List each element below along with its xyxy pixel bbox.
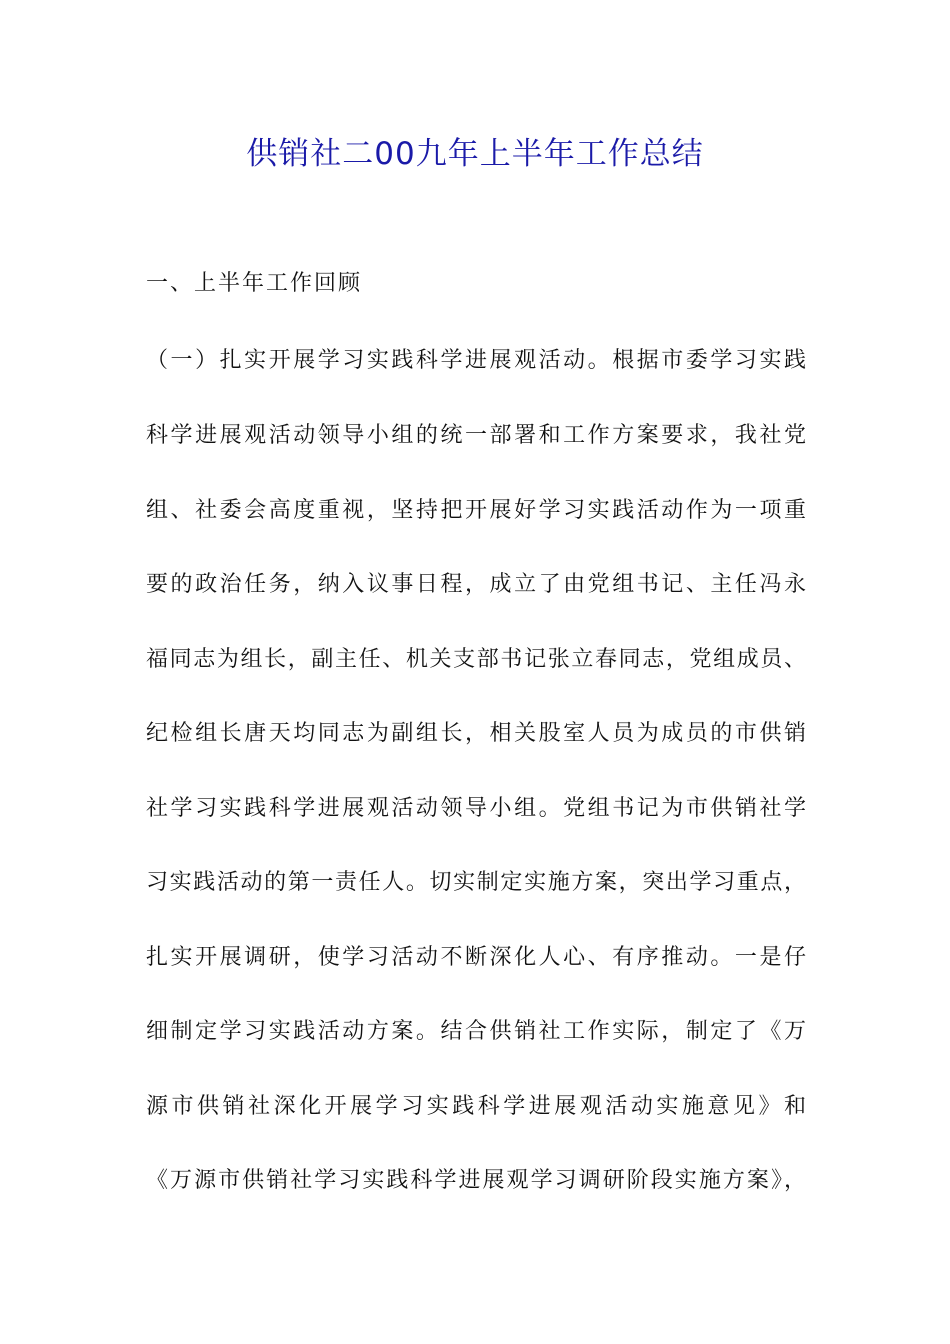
paragraph-line: （一）扎实开展学习实践科学进展观活动。根据市委学习实践 <box>146 348 806 373</box>
paragraph-line: 习实践活动的第一责任人。切实制定实施方案，突出学习重点， <box>146 870 806 895</box>
paragraph-line: 纪检组长唐天均同志为副组长，相关股室人员为成员的市供销 <box>146 721 806 746</box>
paragraph-line: 社学习实践科学进展观活动领导小组。党组书记为市供销社学 <box>146 796 806 821</box>
paragraph-line: 《万源市供销社学习实践科学进展观学习调研阶段实施方案》， <box>146 1168 806 1193</box>
section-heading: 一、上半年工作回顾 <box>146 271 363 296</box>
paragraph-line: 福同志为组长，副主任、机关支部书记张立春同志，党组成员、 <box>146 647 806 672</box>
document-title: 供销社二00九年上半年工作总结 <box>246 136 704 172</box>
paragraph-line: 要的政治任务，纳入议事日程，成立了由党组书记、主任冯永 <box>146 572 806 597</box>
paragraph-line: 科学进展观活动领导小组的统一部署和工作方案要求，我社党 <box>146 423 806 448</box>
paragraph-line: 组、社委会高度重视，坚持把开展好学习实践活动作为一项重 <box>146 498 806 523</box>
paragraph-line: 源市供销社深化开展学习实践科学进展观活动实施意见》和 <box>146 1094 806 1119</box>
paragraph-line: 扎实开展调研，使学习活动不断深化人心、有序推动。一是仔 <box>146 945 806 970</box>
paragraph-line: 细制定学习实践活动方案。结合供销社工作实际，制定了《万 <box>146 1019 806 1044</box>
